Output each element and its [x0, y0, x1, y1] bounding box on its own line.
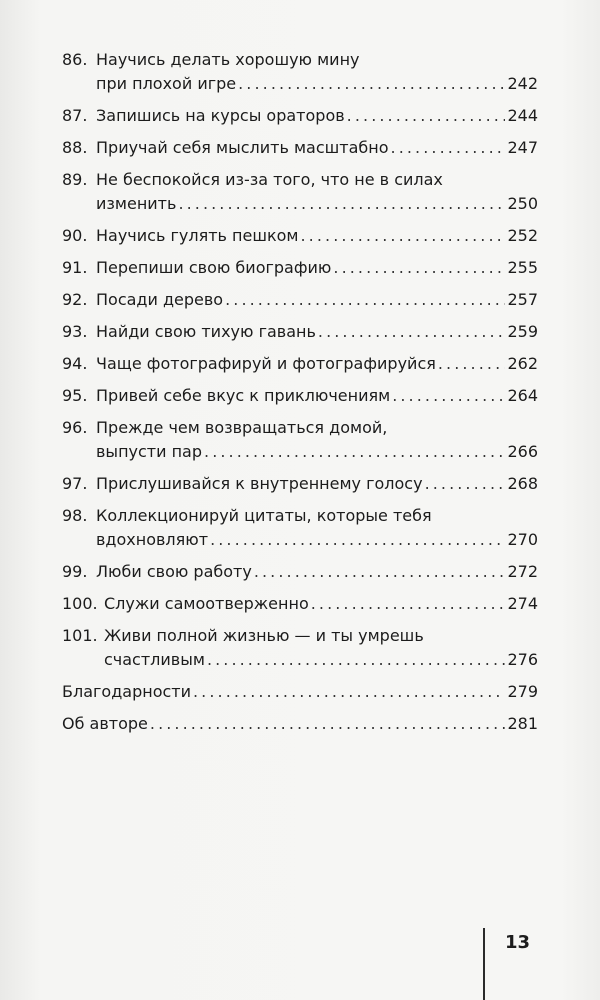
toc-entry-page: 270 [507, 530, 538, 549]
toc-entry-title-line: Прежде чем возвращаться домой, [96, 418, 388, 437]
toc-entry-title: вдохновляют [96, 530, 209, 549]
toc-entry-number: 96. [62, 418, 88, 437]
toc-entry-leader-line [96, 320, 538, 344]
toc-entry-title: Об авторе [62, 714, 148, 733]
toc-entry [62, 472, 538, 496]
toc-entry-body [96, 352, 538, 376]
toc-entry-leader-line [96, 384, 538, 408]
toc-entry-page: 272 [507, 562, 538, 581]
dot-leader [210, 528, 505, 552]
toc-entry-title: Привей себе вкус к приключениям [96, 386, 391, 405]
toc-entry-page: 274 [507, 594, 538, 613]
toc-entry-body [96, 224, 538, 248]
toc-entry-body [96, 256, 538, 280]
toc-entry-body [96, 48, 538, 96]
toc-entry [62, 104, 538, 128]
toc-entry-number: 101. [62, 626, 98, 645]
toc-entry-page: 276 [507, 650, 538, 669]
toc-entry-title: Служи самоотверженно [104, 594, 309, 613]
toc-entry-number: 87. [62, 106, 88, 125]
toc-entry [62, 256, 538, 280]
dot-leader [311, 592, 506, 616]
toc-entry-leader-line [104, 592, 538, 616]
toc-entry-number: 98. [62, 506, 88, 525]
toc-entry-number: 95. [62, 386, 88, 405]
toc-entry-number: 88. [62, 138, 88, 157]
toc-entry-number: 100. [62, 594, 98, 613]
dot-leader [238, 72, 505, 96]
toc-entry-title: Найди свою тихую гавань [96, 322, 316, 341]
toc-entry-page: 257 [507, 290, 538, 309]
toc-entry-body [104, 592, 538, 616]
toc-entry-number: 92. [62, 290, 88, 309]
toc-entry-page: 279 [507, 682, 538, 701]
toc-entry-title: Перепиши свою биографию [96, 258, 332, 277]
toc-entry-body [96, 384, 538, 408]
table-of-contents [62, 48, 538, 744]
toc-entry-number: 99. [62, 562, 88, 581]
toc-entry-page: 262 [507, 354, 538, 373]
dot-leader [225, 288, 505, 312]
toc-entry-title: Благодарности [62, 682, 191, 701]
dot-leader [254, 560, 506, 584]
toc-entry-page: 252 [507, 226, 538, 245]
toc-entry-page: 266 [507, 442, 538, 461]
toc-entry [62, 352, 538, 376]
toc-entry-number: 94. [62, 354, 88, 373]
toc-entry-page: 255 [507, 258, 538, 277]
dot-leader [391, 136, 506, 160]
toc-entry-title: при плохой игре [96, 74, 237, 93]
toc-entry-page: 242 [507, 74, 538, 93]
toc-entry-page: 268 [507, 474, 538, 493]
toc-entry-title: выпусти пар [96, 442, 203, 461]
toc-entry-title: Приучай себя мыслить масштабно [96, 138, 389, 157]
toc-entry [62, 168, 538, 216]
toc-entry-leader-line [96, 256, 538, 280]
toc-entry [62, 288, 538, 312]
toc-entry-leader-line [96, 192, 538, 216]
toc-entry-leader-line [96, 72, 538, 96]
toc-entry-leader-line [104, 648, 538, 672]
toc-entry-number: 91. [62, 258, 88, 277]
toc-entry-body [62, 680, 538, 704]
toc-entry [62, 592, 538, 616]
toc-entry [62, 136, 538, 160]
toc-entry-leader-line [96, 472, 538, 496]
toc-entry [62, 504, 538, 552]
toc-entry-body [62, 712, 538, 736]
dot-leader [392, 384, 505, 408]
folio-rule [483, 928, 485, 1000]
toc-entry-title-line: Коллекционируй цитаты, которые тебя [96, 506, 432, 525]
toc-entry-page: 281 [507, 714, 538, 733]
toc-entry [62, 320, 538, 344]
toc-entry [62, 224, 538, 248]
toc-entry-body [104, 624, 538, 672]
toc-entry-title: Чаще фотографируй и фотографируйся [96, 354, 436, 373]
toc-entry-leader-line [96, 288, 538, 312]
toc-entry [62, 416, 538, 464]
dot-leader [425, 472, 506, 496]
page-number: 13 [505, 932, 531, 953]
toc-entry-body [96, 504, 538, 552]
toc-entry [62, 624, 538, 672]
toc-entry-leader-line [96, 440, 538, 464]
toc-entry-body [96, 472, 538, 496]
toc-entry-leader-line [62, 712, 538, 736]
toc-entry-leader-line [62, 680, 538, 704]
dot-leader [347, 104, 506, 128]
toc-entry-title-line: Не беспокойся из-за того, что не в силах [96, 170, 443, 189]
toc-entry-page: 247 [507, 138, 538, 157]
toc-entry-body [96, 168, 538, 216]
toc-entry-leader-line [96, 136, 538, 160]
toc-entry-leader-line [96, 224, 538, 248]
dot-leader [178, 192, 505, 216]
toc-entry-body [96, 416, 538, 464]
toc-entry [62, 680, 538, 704]
toc-entry-number: 89. [62, 170, 88, 189]
toc-entry-title: Посади дерево [96, 290, 224, 309]
toc-entry-title: Научись гулять пешком [96, 226, 299, 245]
toc-entry-body [96, 320, 538, 344]
dot-leader [318, 320, 506, 344]
toc-entry-number: 97. [62, 474, 88, 493]
dot-leader [150, 712, 506, 736]
toc-entry-title: Прислушивайся к внутреннему голосу [96, 474, 423, 493]
toc-entry-page: 264 [507, 386, 538, 405]
toc-entry-number: 90. [62, 226, 88, 245]
dot-leader [438, 352, 506, 376]
toc-entry-title: Запишись на курсы ораторов [96, 106, 345, 125]
toc-entry-page: 259 [507, 322, 538, 341]
toc-entry-title-line: Научись делать хорошую мину [96, 50, 360, 69]
toc-entry-body [96, 104, 538, 128]
toc-entry [62, 384, 538, 408]
toc-entry [62, 712, 538, 736]
toc-entry [62, 48, 538, 96]
toc-entry-leader-line [96, 528, 538, 552]
toc-entry-leader-line [96, 560, 538, 584]
toc-entry-title: счастливым [104, 650, 205, 669]
toc-entry-page: 250 [507, 194, 538, 213]
toc-entry-number: 86. [62, 50, 88, 69]
toc-entry [62, 560, 538, 584]
toc-entry-page: 244 [507, 106, 538, 125]
dot-leader [204, 440, 505, 464]
toc-entry-number: 93. [62, 322, 88, 341]
toc-entry-title-line: Живи полной жизнью — и ты умрешь [104, 626, 424, 645]
toc-entry-body [96, 288, 538, 312]
dot-leader [301, 224, 506, 248]
dot-leader [333, 256, 505, 280]
toc-entry-leader-line [96, 352, 538, 376]
toc-entry-body [96, 136, 538, 160]
toc-entry-body [96, 560, 538, 584]
dot-leader [193, 680, 505, 704]
dot-leader [207, 648, 506, 672]
toc-entry-title: изменить [96, 194, 177, 213]
toc-entry-title: Люби свою работу [96, 562, 252, 581]
toc-entry-leader-line [96, 104, 538, 128]
